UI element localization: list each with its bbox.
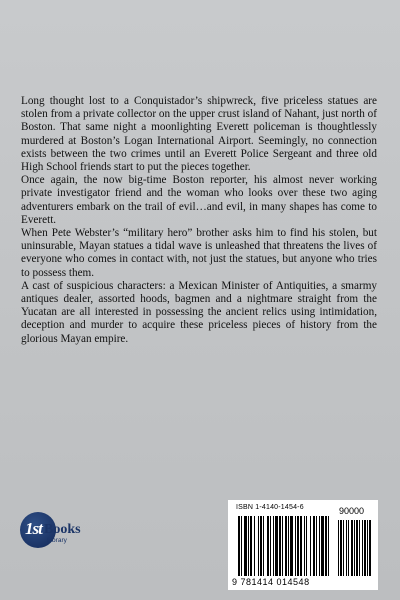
price-bar <box>356 520 358 576</box>
blurb-paragraph-1: Long thought lost to a Conquistador’s shipwreck, five priceless statues are stolen from a private collector on the upper crust island of Nahant, just north of Boston. That same night a moonlighting Everett policeman is thoughtlessly murdered at Boston’s Logan International Airport. Seemingly, no connection exists between the two crimes until an Everett Police Sergeant and three old High School friends start to put the pieces together. <box>21 95 377 174</box>
barcode-bar <box>297 516 299 576</box>
blurb-paragraph-4: A cast of suspicious characters: a Mexican Minister of Antiquities, a smarmy antiques dealer, assorted hoods, bagmen and a nightmare straight from the Yucatan are all interested in possessing the ancient relics using intimidation, deception and murder to acquire these priceless pieces of history from the glorious Mayan empire. <box>21 279 377 345</box>
barcode-bar <box>241 516 242 576</box>
barcode-block <box>228 500 378 590</box>
barcode-bar <box>254 516 255 576</box>
publisher-logo <box>20 512 81 550</box>
back-cover-blurb <box>21 95 377 346</box>
barcode-bar <box>295 516 296 576</box>
price-bar <box>364 520 366 576</box>
barcode-bar <box>260 516 262 576</box>
price-bar <box>340 520 342 576</box>
barcode-bar <box>319 516 320 576</box>
barcode-bar <box>288 516 289 576</box>
barcode-bar <box>244 516 247 576</box>
barcode-bar <box>290 516 293 576</box>
barcode-bar <box>250 516 252 576</box>
logo-word-text: Books <box>44 522 81 537</box>
barcode-bar <box>270 516 271 576</box>
barcode-bar <box>310 516 311 576</box>
barcode-bar <box>282 516 283 576</box>
barcode-bar <box>304 516 305 576</box>
isbn-label: ISBN 1-4140-1454-6 <box>236 504 304 511</box>
logo-sub-text: Library <box>47 537 67 544</box>
barcode-bar <box>328 516 329 576</box>
price-bar <box>362 520 363 576</box>
barcode-bar <box>263 516 264 576</box>
barcode-bar <box>267 516 269 576</box>
price-bar <box>359 520 360 576</box>
barcode-bar <box>285 516 287 576</box>
barcode-bar <box>238 516 240 576</box>
ean-number: 9 781414 014548 <box>232 577 310 587</box>
price-bar <box>367 520 368 576</box>
barcode-bar <box>275 516 278 576</box>
price-bar <box>338 520 339 576</box>
barcode-bar <box>321 516 324 576</box>
barcode-bar <box>279 516 281 576</box>
barcode-bar <box>306 516 307 576</box>
barcode-bar <box>313 516 315 576</box>
price-bar <box>346 520 347 576</box>
price-bar <box>369 520 371 576</box>
barcode-bar <box>273 516 274 576</box>
price-bar <box>348 520 349 576</box>
barcode-bar <box>325 516 327 576</box>
barcode-bar <box>248 516 249 576</box>
price-bar <box>343 520 344 576</box>
price-code: 90000 <box>339 506 365 516</box>
price-bar <box>351 520 353 576</box>
blurb-paragraph-2: Once again, the now big-time Boston reporter, his almost never working private investigator friend and the woman who looks over these two aging adventurers embark on the trail of evil…and evil, in many shapes has come to Everett. <box>21 174 377 226</box>
barcode-bar <box>258 516 259 576</box>
blurb-paragraph-3: When Pete Webster’s “military hero” brother asks him to find his stolen, but uninsurable, Mayan statues a tidal wave is unleashed that threatens the lives of everyone who comes in contact with, not just the statues, but anyone who tries to possess them. <box>21 227 377 279</box>
logo-mark-text: 1st <box>25 519 42 538</box>
barcode-bar <box>300 516 302 576</box>
barcode-bar <box>316 516 317 576</box>
price-bar <box>354 520 355 576</box>
